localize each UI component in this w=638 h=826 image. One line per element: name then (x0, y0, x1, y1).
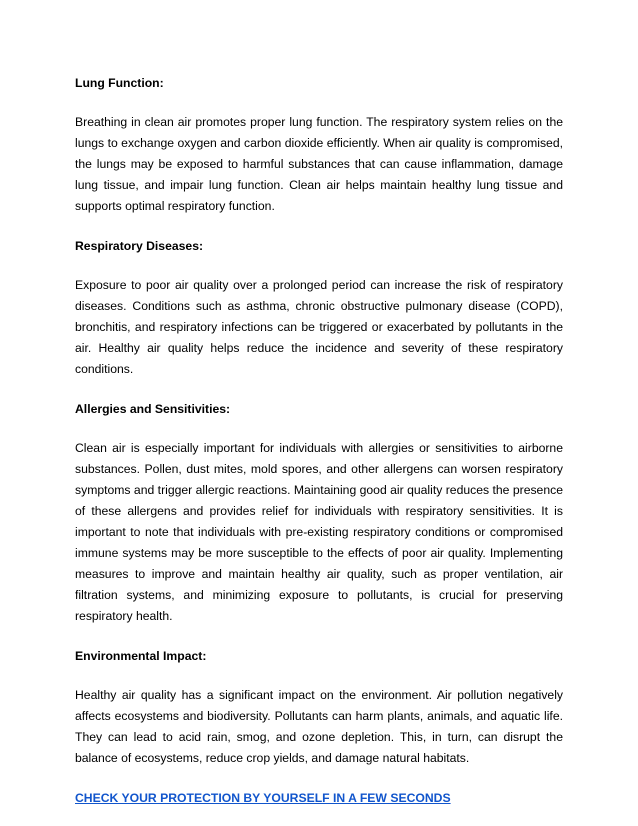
check-protection-link[interactable]: CHECK YOUR PROTECTION BY YOURSELF IN A FEW SECONDS (75, 791, 451, 805)
section-body-lung-function: Breathing in clean air promotes proper lung function. The respiratory system relies on the lungs to exchange oxygen and carbon dioxide efficiently. When air quality is compromised, the lungs may be exposed to harmful substances that can cause inflammation, damage lung tissue, and impair lung function. Clean air helps maintain healthy lung tissue and supports optimal respiratory function. (75, 115, 563, 213)
section-body-environmental-impact: Healthy air quality has a significant impact on the environment. Air pollution negatively affects ecosystems and biodiversity. Pollutants can harm plants, animals, and aquatic life. They can lead to acid rain, smog, and ozone depletion. This, in turn, can disrupt the balance of ecosystems, reduce crop yields, and damage natural habitats. (75, 688, 563, 765)
section-body-allergies: Clean air is especially important for individuals with allergies or sensitivities to airborne substances. Pollen, dust mites, mold spores, and other allergens can worsen respiratory symptoms and trigger allergic reactions. Maintaining good air quality reduces the presence of these allergens and provides relief for individuals with respiratory sensitivities. It is important to note that individuals with pre-existing respiratory conditions or compromised immune systems may be more susceptible to the effects of poor air quality. Implementing measures to improve and maintain healthy air quality, such as proper ventilation, air filtration systems, and minimizing exposure to pollutants, is crucial for preserving respiratory health. (75, 441, 563, 623)
section-heading-lung-function: Lung Function: (75, 76, 164, 90)
section-heading-environmental-impact: Environmental Impact: (75, 649, 207, 663)
section-body-respiratory-diseases: Exposure to poor air quality over a prolonged period can increase the risk of respiratory diseases. Conditions such as asthma, chronic obstructive pulmonary disease (COPD), bronchitis, and respiratory infections can be triggered or exacerbated by pollutants in the air. Healthy air quality helps reduce the incidence and severity of these respiratory conditions. (75, 278, 563, 376)
section-heading-respiratory-diseases: Respiratory Diseases: (75, 239, 204, 253)
document-page (75, 73, 563, 808)
section-heading-allergies: Allergies and Sensitivities: (75, 402, 231, 416)
